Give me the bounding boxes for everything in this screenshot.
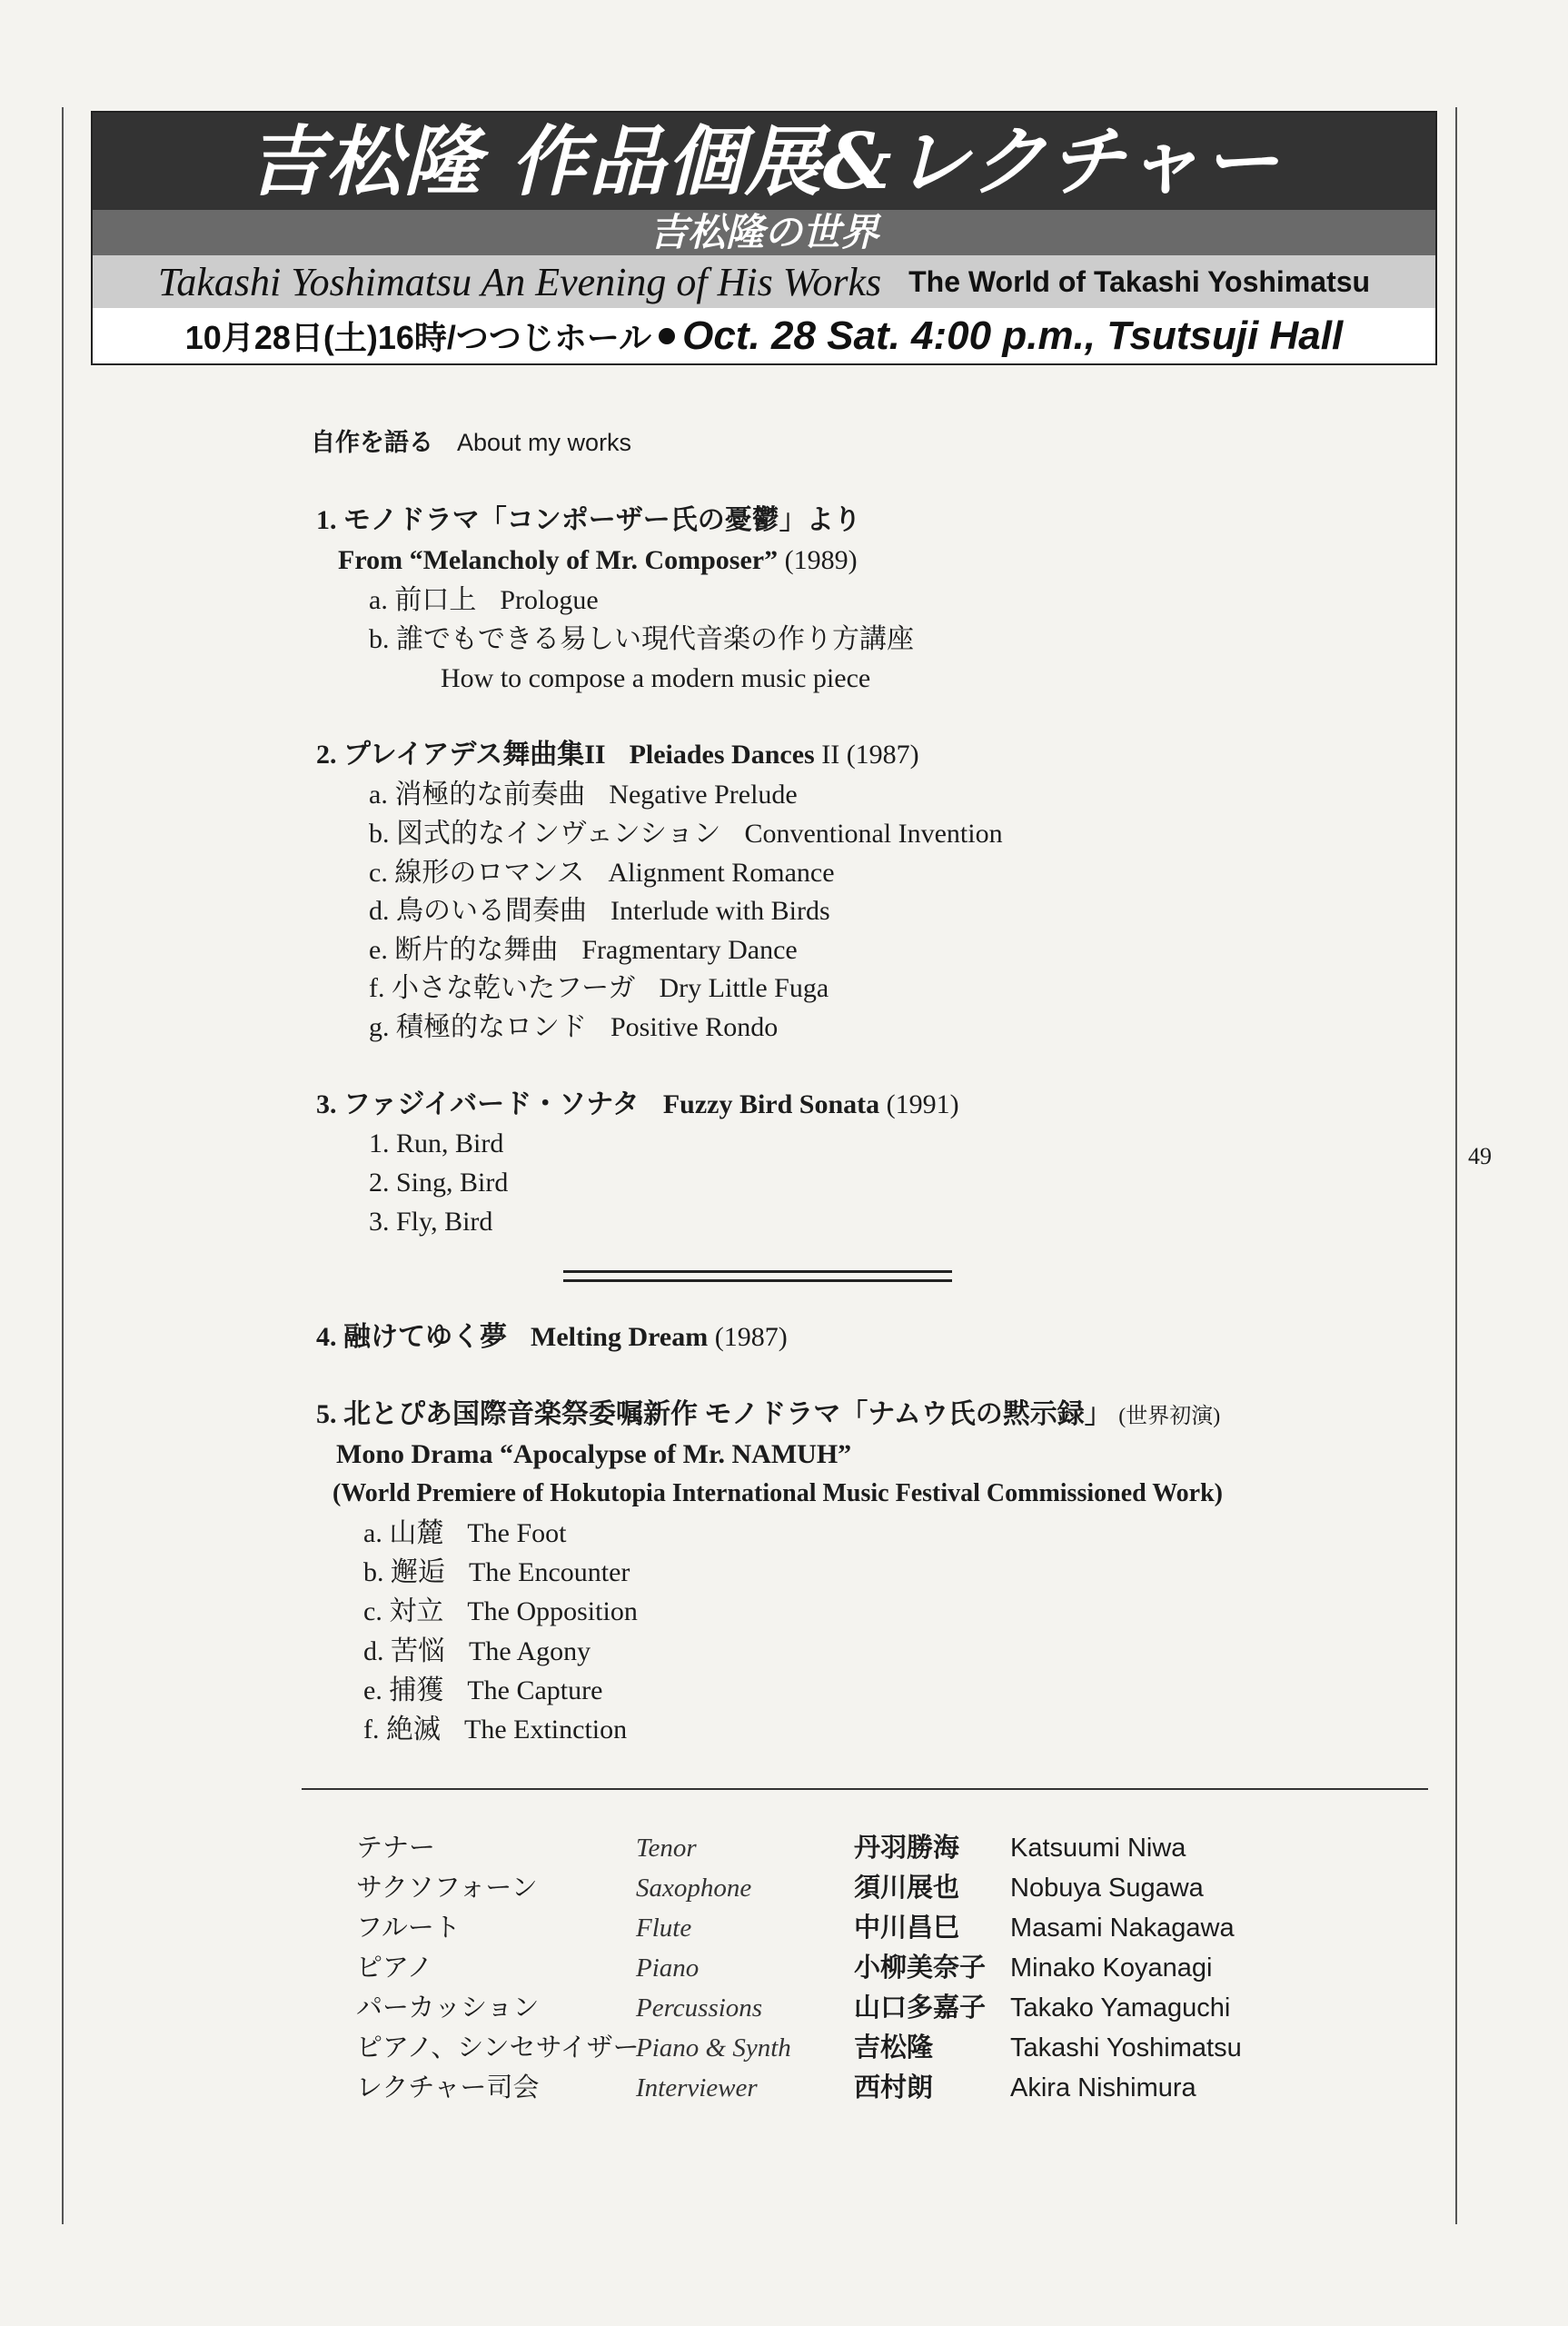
item-en: Fly, Bird bbox=[396, 1207, 493, 1237]
work-year: (1991) bbox=[886, 1089, 959, 1119]
section-label-en: About my works bbox=[457, 429, 632, 456]
performer-en: Takako Yamaguchi bbox=[1010, 1993, 1231, 2023]
work-number: 1. bbox=[316, 505, 337, 535]
item-mark: b. bbox=[369, 624, 390, 654]
performer-en: Katsuumi Niwa bbox=[1010, 1834, 1186, 1863]
item-ja: 捕獲 bbox=[389, 1675, 444, 1705]
performer-ja: 小柳美奈子 bbox=[854, 1953, 987, 1983]
work-5-title-en: Mono Drama “Apocalypse of Mr. NAMUH” bbox=[336, 1439, 852, 1469]
item-ja: 消極的な前奏曲 bbox=[394, 780, 586, 810]
list-item bbox=[363, 1712, 627, 1748]
work-number: 5. bbox=[316, 1399, 337, 1429]
performer-ja: 中川昌巳 bbox=[854, 1913, 960, 1943]
intermission-rule-bottom bbox=[563, 1279, 952, 1282]
work-year: (1989) bbox=[784, 545, 858, 575]
performer-ja: 山口多嘉子 bbox=[854, 1993, 987, 2023]
performer-en: Akira Nishimura bbox=[1010, 2073, 1196, 2102]
section-label bbox=[311, 424, 631, 461]
header-subtitle-ja: 吉松隆の世界 bbox=[93, 210, 1435, 255]
item-ja: 邂逅 bbox=[391, 1557, 445, 1587]
item-en: Fragmentary Dance bbox=[581, 935, 798, 965]
work-title-en: From “Melancholy of Mr. Composer” bbox=[338, 545, 779, 575]
item-en: Negative Prelude bbox=[609, 780, 798, 810]
list-item bbox=[369, 621, 914, 658]
item-ja: 誰でもできる易しい現代音楽の作り方講座 bbox=[396, 624, 914, 654]
bullet-dot-icon bbox=[659, 328, 675, 344]
page-number: 49 bbox=[1468, 1143, 1492, 1169]
table-row bbox=[0, 2028, 1568, 2068]
item-en: The Encounter bbox=[469, 1557, 630, 1587]
work-number: 3. bbox=[316, 1089, 337, 1119]
program-header bbox=[91, 111, 1437, 365]
performer-en: Minako Koyanagi bbox=[1010, 1953, 1213, 1983]
item-mark: c. bbox=[363, 1596, 382, 1626]
item-ja: 対立 bbox=[389, 1596, 444, 1626]
item-mark: a. bbox=[369, 780, 388, 810]
item-mark: e. bbox=[363, 1675, 382, 1705]
work-year: (1987) bbox=[714, 1322, 788, 1352]
item-ja: 断片的な舞曲 bbox=[394, 935, 559, 965]
list-item bbox=[369, 1204, 492, 1240]
item-en: Dry Little Fuga bbox=[659, 973, 829, 1003]
item-mark: a. bbox=[363, 1518, 382, 1548]
intermission-rule-top bbox=[563, 1270, 952, 1273]
item-en: The Extinction bbox=[464, 1715, 628, 1744]
item-en: Run, Bird bbox=[396, 1128, 504, 1158]
role-ja: ピアノ、シンセサイザー bbox=[356, 2033, 640, 2063]
role-en: Interviewer bbox=[636, 2073, 758, 2102]
item-en: The Opposition bbox=[467, 1596, 638, 1626]
work-2-heading bbox=[316, 737, 919, 773]
item-ja: 山麓 bbox=[389, 1518, 444, 1548]
item-ja: 鳥のいる間奏曲 bbox=[396, 896, 587, 926]
header-subtitle-en: The World of Takashi Yoshimatsu bbox=[908, 264, 1371, 298]
list-item bbox=[363, 1594, 638, 1630]
list-item bbox=[369, 1009, 778, 1046]
work-title-ja: プレイアデス舞曲集II bbox=[343, 740, 606, 770]
header-date-en: Oct. 28 Sat. 4:00 p.m., Tsutsuji Hall bbox=[682, 313, 1344, 358]
list-item bbox=[369, 855, 835, 891]
header-title-en: Takashi Yoshimatsu An Evening of His Works bbox=[157, 259, 882, 304]
work-4-heading bbox=[316, 1319, 788, 1356]
work-number: 4. bbox=[316, 1322, 337, 1352]
item-en: The Capture bbox=[467, 1675, 603, 1705]
performer-en: Nobuya Sugawa bbox=[1010, 1874, 1204, 1903]
item-ja: 線形のロマンス bbox=[394, 858, 585, 888]
item-en: The Foot bbox=[467, 1518, 567, 1548]
item-mark: g. bbox=[369, 1012, 390, 1042]
list-item-continuation: How to compose a modern music piece bbox=[441, 663, 871, 693]
item-ja: 積極的なロンド bbox=[396, 1012, 587, 1042]
work-title-en: Pleiades Dances bbox=[629, 740, 815, 770]
role-en: Flute bbox=[636, 1913, 692, 1943]
list-item bbox=[369, 582, 599, 619]
performer-en: Takashi Yoshimatsu bbox=[1010, 2033, 1242, 2063]
item-en: The Agony bbox=[469, 1636, 591, 1666]
work-3-heading bbox=[316, 1087, 959, 1123]
item-mark: b. bbox=[363, 1557, 384, 1587]
header-title-en-row bbox=[93, 255, 1435, 308]
work-5-heading bbox=[316, 1397, 1220, 1435]
list-item bbox=[369, 777, 798, 813]
role-ja: パーカッション bbox=[356, 1993, 540, 2023]
item-en: Sing, Bird bbox=[396, 1168, 509, 1198]
item-ja: 小さな乾いたフーガ bbox=[392, 973, 636, 1003]
role-ja: フルート bbox=[356, 1913, 461, 1943]
role-ja: レクチャー司会 bbox=[356, 2073, 540, 2102]
item-mark: 1. bbox=[369, 1128, 390, 1158]
list-item bbox=[363, 1555, 630, 1591]
item-mark: f. bbox=[369, 973, 385, 1003]
list-item bbox=[369, 893, 830, 929]
work-year: (1987) bbox=[846, 740, 919, 770]
item-en: Conventional Invention bbox=[744, 819, 1003, 849]
work-number: 2. bbox=[316, 740, 337, 770]
work-5-premiere-en: (World Premiere of Hokutopia International Music Festival Commissioned Work) bbox=[332, 1479, 1223, 1507]
table-row bbox=[0, 1868, 1568, 1908]
role-en: Tenor bbox=[636, 1834, 697, 1863]
list-item bbox=[369, 1165, 508, 1201]
cast-separator bbox=[302, 1788, 1428, 1790]
table-row bbox=[0, 1948, 1568, 1988]
item-mark: f. bbox=[363, 1715, 380, 1744]
performer-ja: 丹羽勝海 bbox=[854, 1834, 960, 1863]
list-item bbox=[369, 932, 798, 969]
work-title-ja: 融けてゆく夢 bbox=[343, 1322, 507, 1352]
item-mark: a. bbox=[369, 585, 388, 615]
item-en: Positive Rondo bbox=[610, 1012, 779, 1042]
item-mark: 2. bbox=[369, 1168, 390, 1198]
list-item bbox=[363, 1634, 590, 1670]
item-mark: 3. bbox=[369, 1207, 390, 1237]
header-date-ja: 10月28日(土)16時/つつじホール bbox=[184, 319, 652, 356]
item-en: Interlude with Birds bbox=[610, 896, 830, 926]
item-ja: 苦悩 bbox=[391, 1636, 445, 1666]
role-ja: サクソフォーン bbox=[356, 1874, 538, 1903]
work-1-subheading bbox=[338, 542, 858, 579]
performer-ja: 西村朗 bbox=[854, 2073, 934, 2102]
item-mark: b. bbox=[369, 819, 390, 849]
role-ja: テナー bbox=[356, 1834, 436, 1863]
item-mark: d. bbox=[363, 1636, 384, 1666]
work-title-ja: ファジイバード・ソナタ bbox=[343, 1089, 640, 1119]
section-label-ja: 自作を語る bbox=[311, 429, 433, 456]
item-mark: d. bbox=[369, 896, 390, 926]
item-ja: 絶滅 bbox=[386, 1715, 441, 1744]
table-row bbox=[0, 1828, 1568, 1868]
role-en: Percussions bbox=[636, 1993, 763, 2023]
list-item bbox=[363, 1673, 602, 1709]
work-premiere-note: (世界初演) bbox=[1118, 1405, 1221, 1428]
work-title-en: Fuzzy Bird Sonata bbox=[662, 1089, 880, 1119]
header-date-row bbox=[93, 308, 1435, 363]
performer-ja: 須川展也 bbox=[854, 1874, 960, 1903]
header-title-ja: 吉松隆 作品個展&レクチャー bbox=[93, 113, 1435, 210]
work-title-en: Melting Dream bbox=[531, 1322, 709, 1352]
role-en: Piano bbox=[636, 1953, 700, 1983]
role-en: Saxophone bbox=[636, 1874, 752, 1903]
table-row bbox=[0, 1908, 1568, 1948]
item-ja: 前口上 bbox=[394, 585, 477, 615]
work-title-suffix: II bbox=[821, 740, 840, 770]
table-row bbox=[0, 1988, 1568, 2028]
role-ja: ピアノ bbox=[356, 1953, 433, 1983]
table-row bbox=[0, 2068, 1568, 2108]
item-en: Prologue bbox=[500, 585, 599, 615]
work-1-heading bbox=[316, 502, 861, 539]
item-mark: c. bbox=[369, 858, 388, 888]
list-item bbox=[363, 1516, 567, 1552]
item-mark: e. bbox=[369, 935, 388, 965]
work-title-ja: モノドラマ「コンポーザー氏の憂鬱」より bbox=[343, 505, 861, 535]
list-item bbox=[369, 816, 1003, 852]
item-ja: 図式的なインヴェンション bbox=[396, 819, 721, 849]
list-item bbox=[369, 1126, 503, 1162]
list-item bbox=[369, 970, 829, 1007]
performer-ja: 吉松隆 bbox=[854, 2033, 934, 2063]
item-en: Alignment Romance bbox=[608, 858, 835, 888]
work-title-ja: 北とぴあ国際音楽祭委嘱新作 モノドラマ「ナムウ氏の黙示録」 bbox=[343, 1399, 1112, 1429]
performer-en: Masami Nakagawa bbox=[1010, 1913, 1235, 1943]
role-en: Piano & Synth bbox=[636, 2033, 791, 2063]
